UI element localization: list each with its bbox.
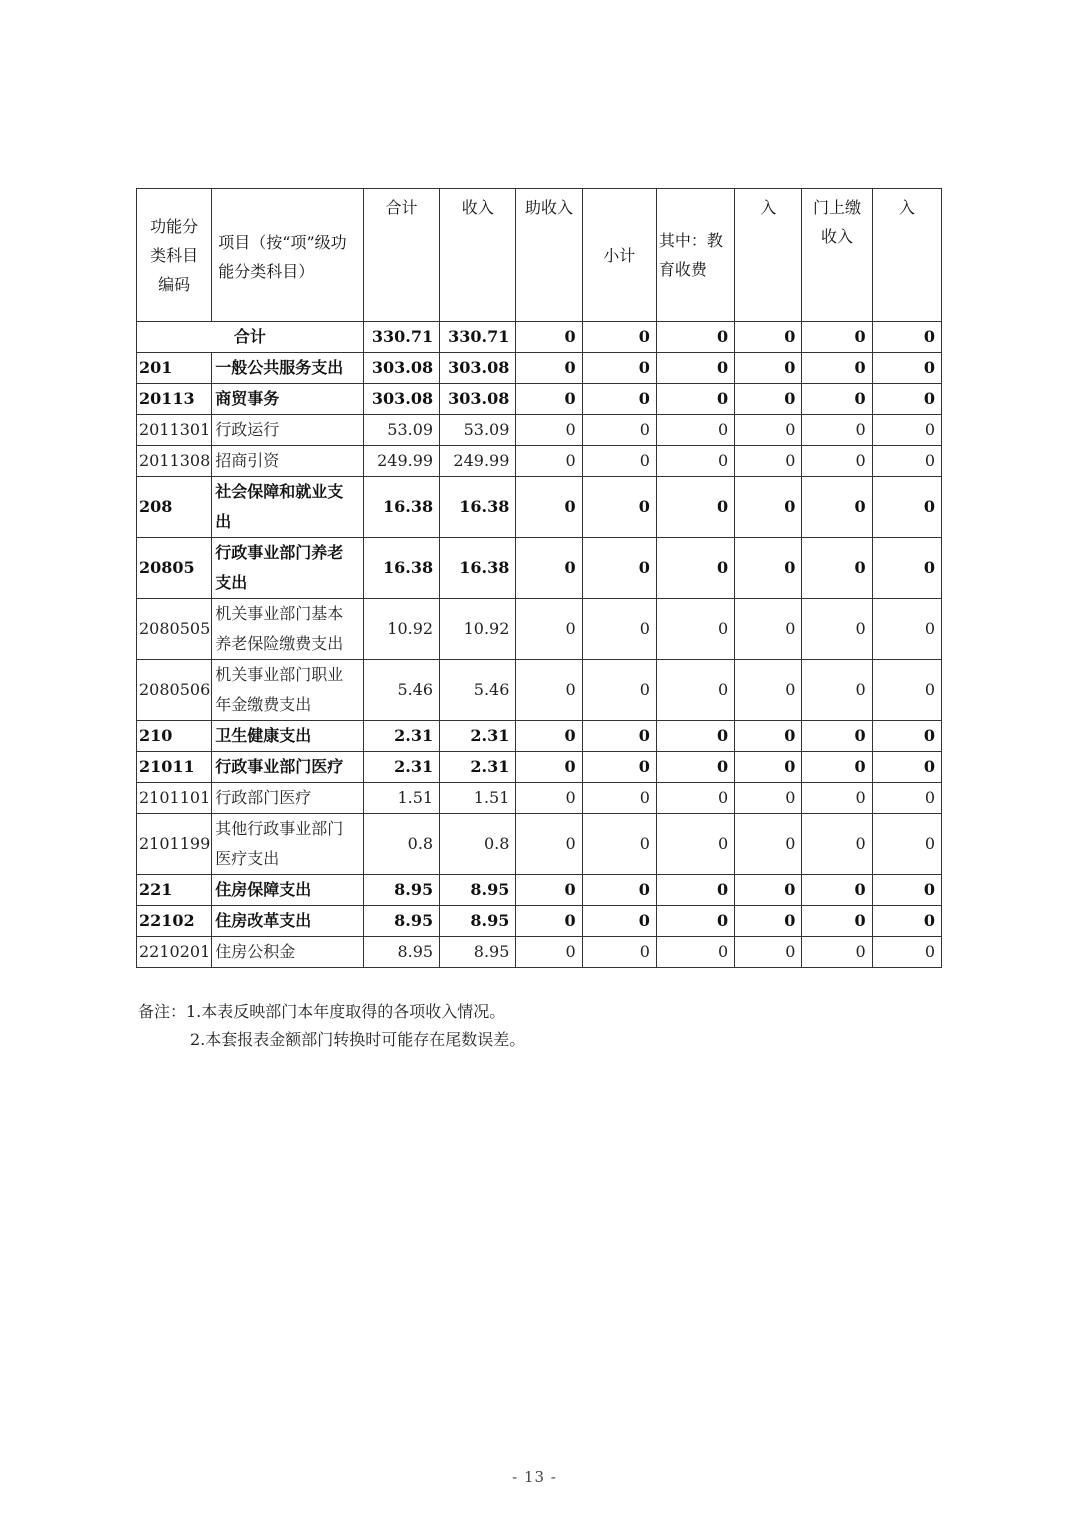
- row-value: 0: [656, 415, 734, 446]
- row-code: 2101101: [137, 783, 212, 814]
- row-value: 0: [656, 783, 734, 814]
- header-col-6: 入: [735, 189, 802, 322]
- row-value: 0: [656, 937, 734, 968]
- row-value: 0: [872, 384, 941, 415]
- row-value: 0: [802, 721, 872, 752]
- row-value: 0: [656, 384, 734, 415]
- row-value: 0.8: [363, 814, 439, 875]
- row-value: 0: [735, 814, 802, 875]
- table-row: [137, 752, 942, 783]
- row-value: 0: [872, 752, 941, 783]
- row-value: 0: [802, 446, 872, 477]
- row-name: 住房改革支出: [212, 906, 364, 937]
- row-value: 2.31: [440, 752, 516, 783]
- row-value: 303.08: [440, 384, 516, 415]
- row-name: 机关事业部门职业年金缴费支出: [212, 660, 364, 721]
- row-value: 0: [656, 660, 734, 721]
- row-value: 0: [802, 599, 872, 660]
- row-value: 0: [735, 384, 802, 415]
- row-value: 249.99: [363, 446, 439, 477]
- row-value: 0: [516, 477, 582, 538]
- row-code: 20113: [137, 384, 212, 415]
- row-value: 0: [872, 937, 941, 968]
- row-value: 0: [872, 906, 941, 937]
- row-value: 10.92: [363, 599, 439, 660]
- row-value: 0: [735, 752, 802, 783]
- row-value: 0: [582, 538, 656, 599]
- row-value: 0: [516, 814, 582, 875]
- row-value: 0: [656, 814, 734, 875]
- table-notes: [138, 998, 525, 1054]
- row-value: 0: [735, 599, 802, 660]
- table-row: [137, 353, 942, 384]
- row-value: 303.08: [440, 353, 516, 384]
- row-value: 0: [735, 660, 802, 721]
- table-row: [137, 477, 942, 538]
- row-value: 0: [872, 477, 941, 538]
- total-value: 0: [516, 322, 582, 353]
- row-value: 16.38: [440, 538, 516, 599]
- row-value: 2.31: [440, 721, 516, 752]
- row-code: 2210201: [137, 937, 212, 968]
- row-value: 0: [582, 446, 656, 477]
- total-label: 合计: [137, 322, 364, 353]
- total-value: 0: [872, 322, 941, 353]
- row-value: 0: [516, 783, 582, 814]
- row-value: 0: [656, 599, 734, 660]
- row-value: 53.09: [363, 415, 439, 446]
- table-row: [137, 814, 942, 875]
- row-value: 0: [735, 721, 802, 752]
- total-value: 0: [735, 322, 802, 353]
- row-value: 0: [582, 875, 656, 906]
- row-code: 2080506: [137, 660, 212, 721]
- header-col-2: 收入: [440, 189, 516, 322]
- row-value: 0: [735, 446, 802, 477]
- table-row: [137, 599, 942, 660]
- row-value: 0: [802, 814, 872, 875]
- row-value: 8.95: [363, 875, 439, 906]
- row-code: 2080505: [137, 599, 212, 660]
- row-value: 0: [735, 538, 802, 599]
- header-col-8: 入: [872, 189, 941, 322]
- table-row: [137, 721, 942, 752]
- row-value: 0: [582, 660, 656, 721]
- row-value: 0: [582, 415, 656, 446]
- row-value: 16.38: [440, 477, 516, 538]
- row-value: 0: [582, 477, 656, 538]
- header-col-5: 其中：教育收费: [656, 189, 734, 322]
- total-value: 0: [802, 322, 872, 353]
- row-code: 22102: [137, 906, 212, 937]
- row-value: 0: [582, 937, 656, 968]
- row-code: 208: [137, 477, 212, 538]
- row-value: 0: [582, 814, 656, 875]
- row-value: 0: [872, 875, 941, 906]
- row-value: 1.51: [440, 783, 516, 814]
- table-row: [137, 937, 942, 968]
- table-header-row: [137, 189, 942, 322]
- row-value: 0: [656, 875, 734, 906]
- table-row: [137, 446, 942, 477]
- table-row: [137, 875, 942, 906]
- row-name: 行政事业部门养老支出: [212, 538, 364, 599]
- row-value: 0: [802, 783, 872, 814]
- row-name: 住房公积金: [212, 937, 364, 968]
- row-code: 2101199: [137, 814, 212, 875]
- row-value: 0: [656, 446, 734, 477]
- row-value: 0: [516, 660, 582, 721]
- row-value: 8.95: [363, 906, 439, 937]
- row-value: 0: [516, 384, 582, 415]
- row-value: 0: [872, 353, 941, 384]
- row-code: 2011301: [137, 415, 212, 446]
- row-value: 10.92: [440, 599, 516, 660]
- row-name: 社会保障和就业支出: [212, 477, 364, 538]
- row-value: 0: [735, 783, 802, 814]
- row-value: 303.08: [363, 353, 439, 384]
- row-value: 1.51: [363, 783, 439, 814]
- row-value: 0: [735, 353, 802, 384]
- header-name-col: 项目（按“项”级功能分类科目）: [212, 189, 364, 322]
- row-name: 行政事业部门医疗: [212, 752, 364, 783]
- note-line-2: 2.本套报表金额部门转换时可能存在尾数误差。: [190, 1030, 526, 1049]
- header-code-col: 功能分类科目编码: [137, 189, 212, 322]
- table-row: [137, 384, 942, 415]
- row-value: 0: [516, 906, 582, 937]
- row-value: 16.38: [363, 477, 439, 538]
- row-value: 0: [802, 906, 872, 937]
- row-value: 0: [582, 783, 656, 814]
- row-value: 0: [872, 599, 941, 660]
- income-table: [136, 188, 942, 968]
- row-value: 0: [656, 752, 734, 783]
- row-value: 53.09: [440, 415, 516, 446]
- row-value: 0: [802, 384, 872, 415]
- row-value: 0: [802, 660, 872, 721]
- row-value: 0: [735, 937, 802, 968]
- row-value: 0: [872, 660, 941, 721]
- row-value: 303.08: [363, 384, 439, 415]
- row-value: 0: [872, 415, 941, 446]
- row-code: 20805: [137, 538, 212, 599]
- row-code: 210: [137, 721, 212, 752]
- row-value: 0: [656, 477, 734, 538]
- row-value: 0: [735, 875, 802, 906]
- row-value: 0: [802, 353, 872, 384]
- total-value: 0: [582, 322, 656, 353]
- row-value: 8.95: [440, 937, 516, 968]
- row-value: 0.8: [440, 814, 516, 875]
- total-row: [137, 322, 942, 353]
- row-value: 0: [656, 353, 734, 384]
- row-value: 0: [516, 353, 582, 384]
- row-value: 0: [582, 353, 656, 384]
- row-value: 0: [582, 384, 656, 415]
- row-value: 0: [516, 752, 582, 783]
- row-value: 0: [516, 721, 582, 752]
- row-value: 0: [735, 477, 802, 538]
- total-value: 330.71: [440, 322, 516, 353]
- row-value: 0: [735, 906, 802, 937]
- row-name: 卫生健康支出: [212, 721, 364, 752]
- page-number: - 13 -: [512, 1468, 557, 1486]
- row-value: 2.31: [363, 752, 439, 783]
- row-code: 201: [137, 353, 212, 384]
- total-value: 330.71: [363, 322, 439, 353]
- row-value: 0: [516, 875, 582, 906]
- row-value: 0: [802, 477, 872, 538]
- row-name: 行政部门医疗: [212, 783, 364, 814]
- row-value: 0: [872, 538, 941, 599]
- table-row: [137, 783, 942, 814]
- row-name: 住房保障支出: [212, 875, 364, 906]
- table-row: [137, 906, 942, 937]
- row-value: 0: [802, 415, 872, 446]
- row-value: 0: [802, 538, 872, 599]
- row-value: 249.99: [440, 446, 516, 477]
- header-col-4: 小计: [582, 189, 656, 322]
- row-value: 0: [872, 783, 941, 814]
- row-value: 0: [802, 937, 872, 968]
- row-value: 5.46: [440, 660, 516, 721]
- row-name: 一般公共服务支出: [212, 353, 364, 384]
- header-col-3: 助收入: [516, 189, 582, 322]
- row-value: 8.95: [363, 937, 439, 968]
- row-value: 8.95: [440, 906, 516, 937]
- row-value: 2.31: [363, 721, 439, 752]
- row-value: 0: [582, 599, 656, 660]
- table-row: [137, 415, 942, 446]
- row-value: 0: [872, 721, 941, 752]
- row-value: 0: [582, 752, 656, 783]
- row-value: 0: [735, 415, 802, 446]
- total-value: 0: [656, 322, 734, 353]
- row-value: 0: [582, 721, 656, 752]
- header-col-1: 合计: [363, 189, 439, 322]
- row-value: 0: [802, 752, 872, 783]
- row-name: 行政运行: [212, 415, 364, 446]
- row-name: 商贸事务: [212, 384, 364, 415]
- row-value: 0: [872, 814, 941, 875]
- table-row: [137, 660, 942, 721]
- row-value: 0: [802, 875, 872, 906]
- row-code: 2011308: [137, 446, 212, 477]
- row-value: 0: [656, 721, 734, 752]
- row-value: 0: [516, 599, 582, 660]
- row-value: 0: [656, 906, 734, 937]
- row-value: 0: [656, 538, 734, 599]
- row-name: 其他行政事业部门医疗支出: [212, 814, 364, 875]
- row-name: 机关事业部门基本养老保险缴费支出: [212, 599, 364, 660]
- row-value: 0: [516, 937, 582, 968]
- note-line-1: 备注：1.本表反映部门本年度取得的各项收入情况。: [138, 1002, 506, 1021]
- row-value: 0: [516, 415, 582, 446]
- header-col-7: 门上缴收入: [802, 189, 872, 322]
- row-value: 0: [516, 446, 582, 477]
- row-value: 0: [872, 446, 941, 477]
- row-value: 5.46: [363, 660, 439, 721]
- table-row: [137, 538, 942, 599]
- row-code: 221: [137, 875, 212, 906]
- row-value: 0: [516, 538, 582, 599]
- row-value: 0: [582, 906, 656, 937]
- row-name: 招商引资: [212, 446, 364, 477]
- row-value: 16.38: [363, 538, 439, 599]
- row-value: 8.95: [440, 875, 516, 906]
- row-code: 21011: [137, 752, 212, 783]
